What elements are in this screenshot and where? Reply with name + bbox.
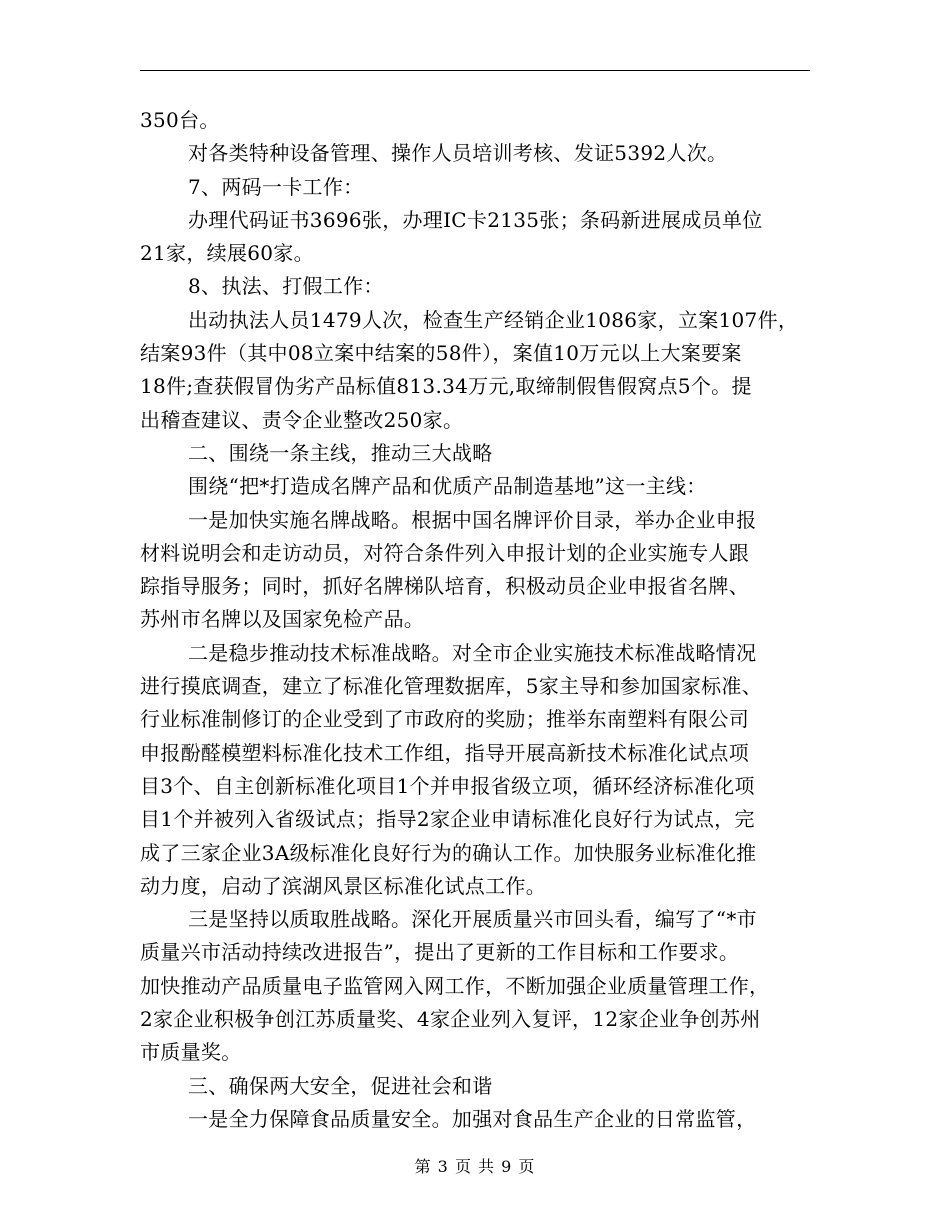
text-line: 一是加快实施名牌战略。根据中国名牌评价目录，举办企业申报 <box>188 507 757 532</box>
header-rule <box>140 70 810 71</box>
text-line: 苏州市名牌以及国家免检产品。 <box>140 607 425 632</box>
text-line: 踪指导服务；同时，抓好名牌梯队培育，积极动员企业申报省名牌、 <box>140 574 749 599</box>
text-line: 出动执法人员1479人次，检查生产经销企业1086家，立案107件， <box>188 307 799 332</box>
document-body <box>140 104 812 1136</box>
text-line: 申报酚醛模塑料标准化技术工作组，指导开展高新技术标准化试点项 <box>140 740 749 765</box>
text-line: 市质量奖。 <box>140 1040 242 1065</box>
text-line: 结案93件（其中08立案中结案的58件），案值10万元以上大案要案 <box>140 341 742 366</box>
text-line: 三是坚持以质取胜战略。深化开展质量兴市回头看，编写了“*市 <box>188 907 757 932</box>
text-line: 动力度，启动了滨湖风景区标准化试点工作。 <box>140 873 546 898</box>
page-number: 第 3 页 共 9 页 <box>414 1157 536 1176</box>
text-line: 办理代码证书3696张，办理IC卡2135张；条码新进展成员单位 <box>188 207 763 232</box>
text-line: 二、围绕一条主线，推动三大战略 <box>188 440 493 465</box>
text-line: 2家企业积极争创江苏质量奖、4家企业列入复评，12家企业争创苏州 <box>140 1007 761 1032</box>
text-line: 18件;查获假冒伪劣产品标值813.34万元,取缔制假售假窝点5个。提 <box>140 374 752 399</box>
text-line: 出稽查建议、责令企业整改250家。 <box>140 407 464 432</box>
text-line: 8、执法、打假工作： <box>188 274 384 299</box>
text-line: 对各类特种设备管理、操作人员培训考核、发证5392人次。 <box>188 141 728 166</box>
text-line: 加快推动产品质量电子监管网入网工作，不断加强企业质量管理工作， <box>140 973 770 998</box>
text-line: 目3个、自主创新标准化项目1个并申报省级立项，循环经济标准化项 <box>140 773 755 798</box>
text-line: 进行摸底调查，建立了标准化管理数据库，5家主导和参加国家标准、 <box>140 674 763 699</box>
text-line: 目1个并被列入省级试点；指导2家企业申请标准化良好行为试点，完 <box>140 807 755 832</box>
text-line: 21家，续展60家。 <box>140 241 314 266</box>
text-line: 一是全力保障食品质量安全。加强对食品生产企业的日常监管， <box>188 1106 757 1131</box>
text-line: 材料说明会和走访动员，对符合条件列入申报计划的企业实施专人跟 <box>140 540 749 565</box>
text-line: 行业标准制修订的企业受到了市政府的奖励；推举东南塑料有限公司 <box>140 707 749 732</box>
text-line: 围绕“把*打造成名牌产品和优质产品制造基地”这一主线： <box>188 474 707 499</box>
text-line: 成了三家企业3A级标准化良好行为的确认工作。加快服务业标准化推 <box>140 840 757 865</box>
text-line: 350台。 <box>140 108 220 132</box>
text-line: 质量兴市活动持续改进报告”，提出了更新的工作目标和工作要求。 <box>140 940 740 965</box>
text-line: 7、两码一卡工作： <box>188 174 364 199</box>
text-line: 二是稳步推动技术标准战略。对全市企业实施技术标准战略情况 <box>188 640 757 665</box>
text-line: 三、确保两大安全，促进社会和谐 <box>188 1073 493 1098</box>
